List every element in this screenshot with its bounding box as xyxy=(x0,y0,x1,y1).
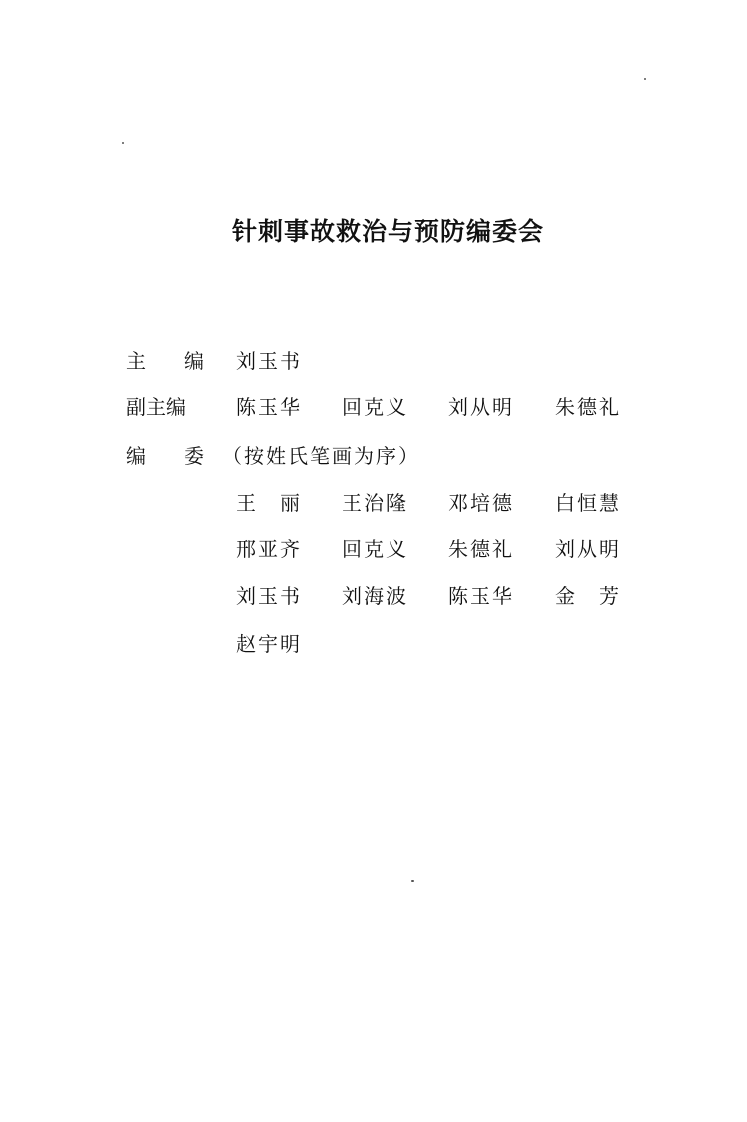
board-member-name: 朱德礼 xyxy=(448,537,514,561)
scan-speck xyxy=(122,142,124,144)
board-member-name: 王 丽 xyxy=(236,491,302,515)
page-title: 针刺事故救治与预防编委会 xyxy=(232,217,545,246)
deputy-editor-name: 刘从明 xyxy=(448,395,514,419)
label-char: 编 xyxy=(126,444,146,468)
deputy-chief-editor-label: 副主编 xyxy=(126,395,186,419)
board-member-name: 刘从明 xyxy=(555,537,621,561)
board-member-name: 邓培德 xyxy=(448,491,514,515)
deputy-editor-name: 陈玉华 xyxy=(236,395,302,419)
board-member-name: 金 芳 xyxy=(555,584,621,608)
board-member-name: 邢亚齐 xyxy=(236,537,302,561)
deputy-editor-name: 回克义 xyxy=(342,395,408,419)
ordering-note: （按姓氏笔画为序） xyxy=(222,444,420,468)
scan-speck xyxy=(644,78,646,80)
board-member-name: 刘海波 xyxy=(342,584,408,608)
label-char: 主 xyxy=(126,349,146,373)
chief-editor-name: 刘玉书 xyxy=(236,349,302,373)
chief-editor-label xyxy=(126,345,204,374)
board-member-name: 白恒慧 xyxy=(555,491,621,515)
board-member-name: 回克义 xyxy=(342,537,408,561)
board-member-name: 赵宇明 xyxy=(236,632,302,656)
label-char: 编 xyxy=(184,349,204,373)
board-member-name: 陈玉华 xyxy=(448,584,514,608)
label-char: 委 xyxy=(184,444,204,468)
editorial-board-label xyxy=(126,440,204,469)
deputy-editor-name: 朱德礼 xyxy=(555,395,621,419)
board-member-name: 刘玉书 xyxy=(236,584,302,608)
scan-speck xyxy=(411,880,414,882)
board-member-name: 王治隆 xyxy=(342,491,408,515)
